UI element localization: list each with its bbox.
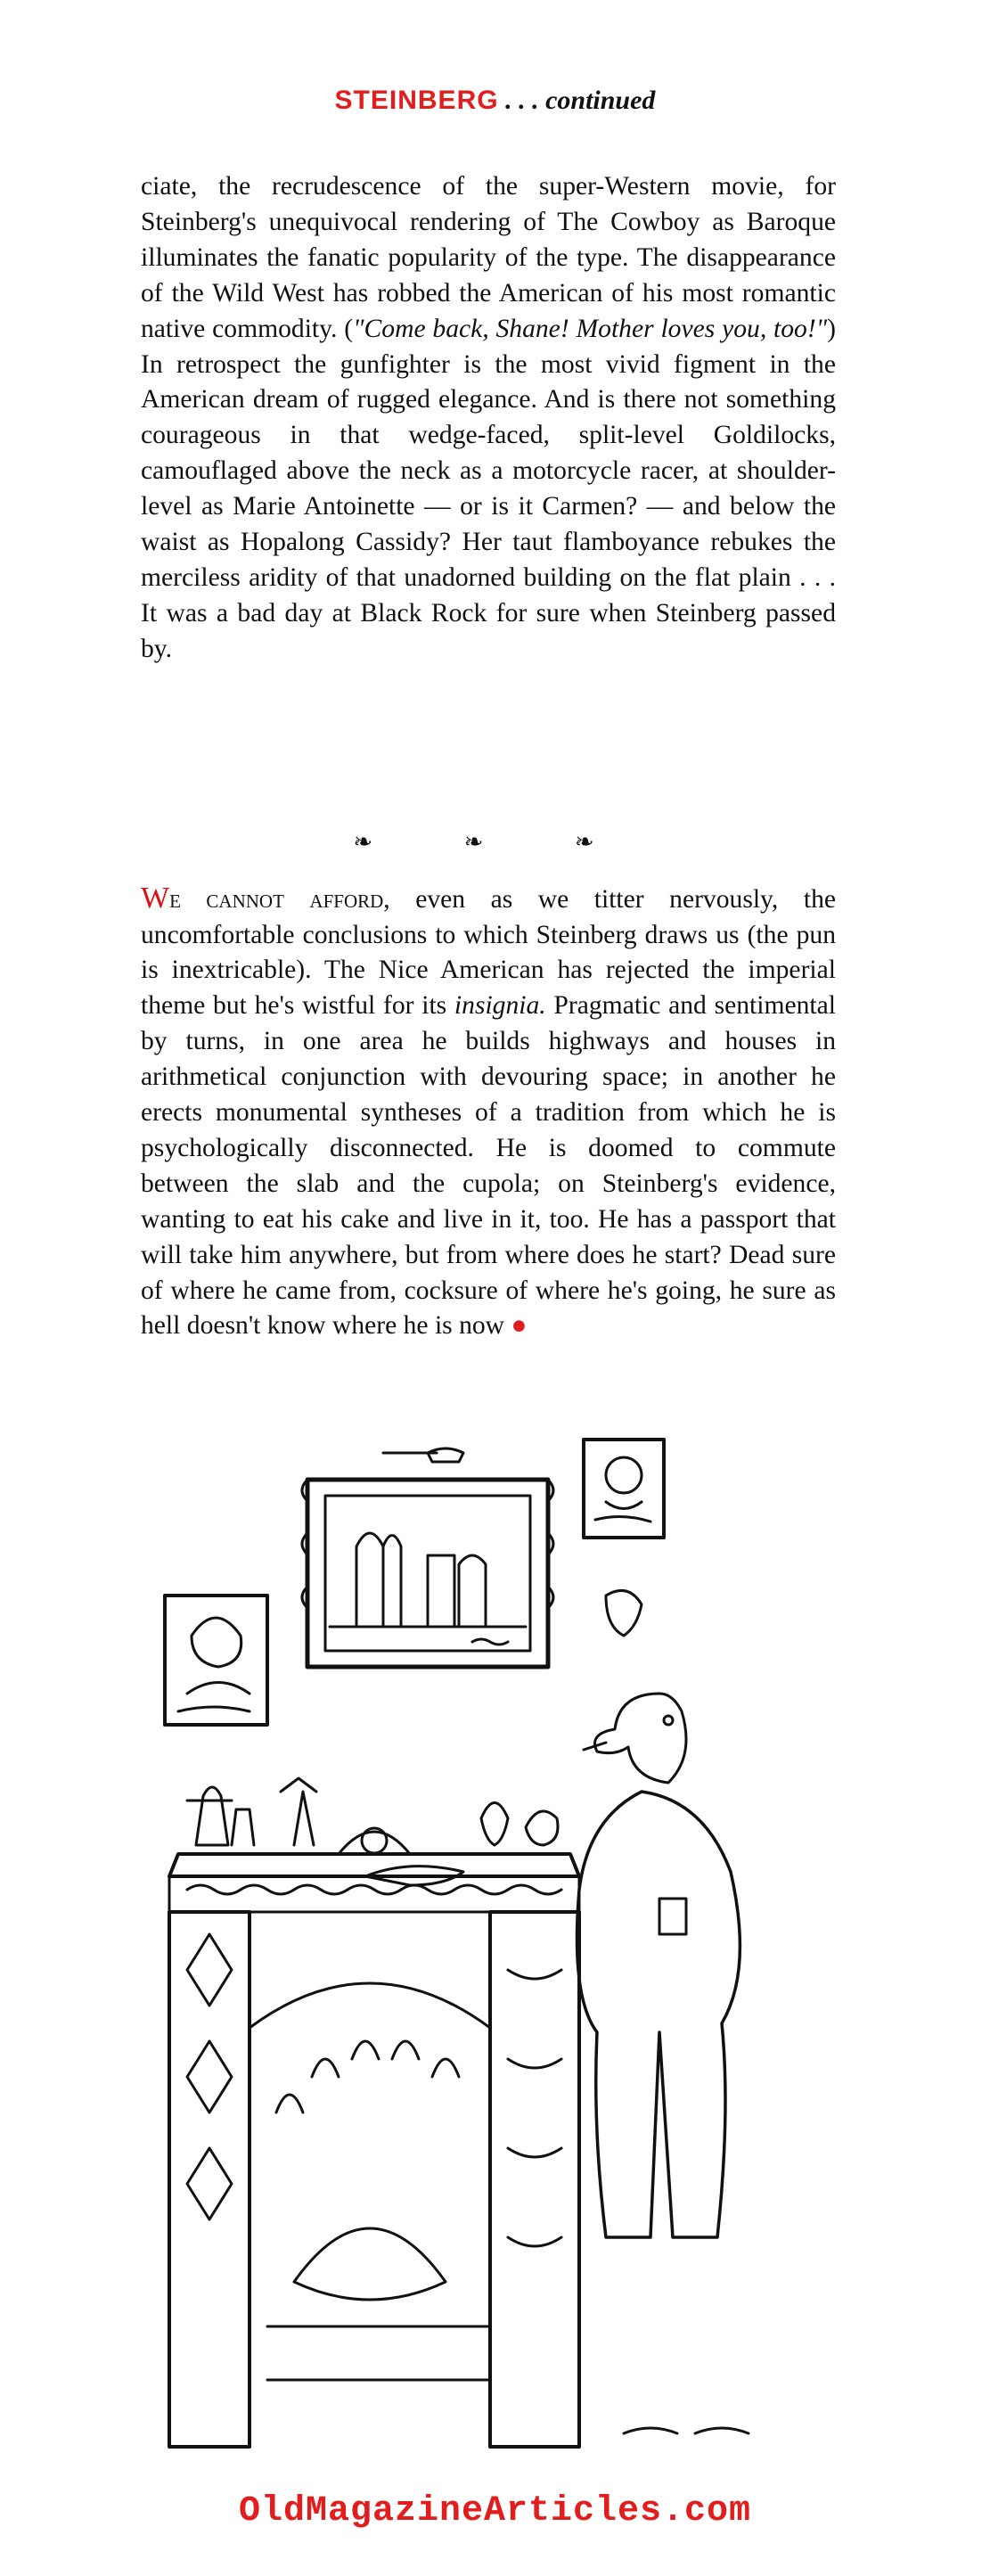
p1-quote: "Come back, Shane! Mother loves you, too!" bbox=[353, 314, 828, 343]
header-author-name: STEINBERG bbox=[334, 86, 499, 115]
end-mark: ● bbox=[504, 1311, 528, 1341]
fireplace-body bbox=[169, 1912, 579, 2447]
article-paragraph-2 bbox=[141, 854, 836, 1371]
p2-italic: insignia. bbox=[454, 991, 546, 1021]
page-header bbox=[0, 86, 990, 116]
standing-man bbox=[577, 1694, 749, 2433]
wall-mask bbox=[606, 1590, 642, 1636]
p2-text-b: Pragmatic and sentimental by turns, in one area he builds highways and houses in arithmetical conjunction with devouring space; in another he erects monumental syntheses of a tradition from which he is psychologically disconnected. He is doomed to commute between the slab and the cupola; on Steinberg's evidence, wanting to eat his cake and live in it, too. He has a passport that will take him anywhere, but from where does he start? Dead sure of where he came from, cocksure of where he's going, he sure as hell doesn't know where he is now bbox=[141, 991, 836, 1341]
p1-text-a: ciate, the recrudescence of the super-Western movie, for Steinberg's unequivocal rendering of The Cowboy as Baroque illuminates the fanatic popularity of the type. The disappearance of the Wild West has robbed the American of his most romantic native commodity. ( bbox=[141, 172, 836, 343]
portrait-left bbox=[165, 1596, 267, 1725]
header-continued: . . . continued bbox=[498, 86, 656, 115]
article-paragraph-1 bbox=[141, 169, 836, 668]
paragraph-2-text bbox=[141, 881, 836, 1345]
section-separator: ❧ ❧ ❧ bbox=[353, 829, 637, 855]
p1-text-b: ) In retrospect the gunfighter is the most vivid figment in the American dream of rugged elegance. And is there not something courageous in that wedge-faced, split-level Goldilocks, camouflaged above the neck as a motorcycle racer, at shoulder-level as Marie Antoinette — or is it Carmen? — and below the waist as Hopalong Cassidy? Her taut flamboyance rebukes the merciless aridity of that unadorned building on the flat plain . . . It was a bad day at Black Rock for sure when Steinberg passed by. bbox=[141, 314, 836, 663]
portrait-right bbox=[584, 1440, 664, 1538]
lead-smallcaps: e cannot afford, bbox=[169, 884, 390, 914]
watermark: OldMagazineArticles.com bbox=[238, 2491, 752, 2531]
mantel-shelf bbox=[169, 1854, 579, 1912]
steinberg-cartoon-illustration bbox=[160, 1435, 820, 2460]
paragraph-1-text bbox=[141, 169, 836, 668]
p2-text-a: even as we titter nervously, the uncomfortable conclusions to which Steinberg draws us (the pun is inextricable). The Nice American has rejected the imperial theme but he's wistful for its bbox=[141, 884, 836, 1021]
mantel-objects bbox=[187, 1778, 558, 1885]
drop-letter: W bbox=[141, 881, 170, 915]
framed-painting bbox=[302, 1480, 553, 1667]
picture-lamp bbox=[383, 1448, 463, 1462]
